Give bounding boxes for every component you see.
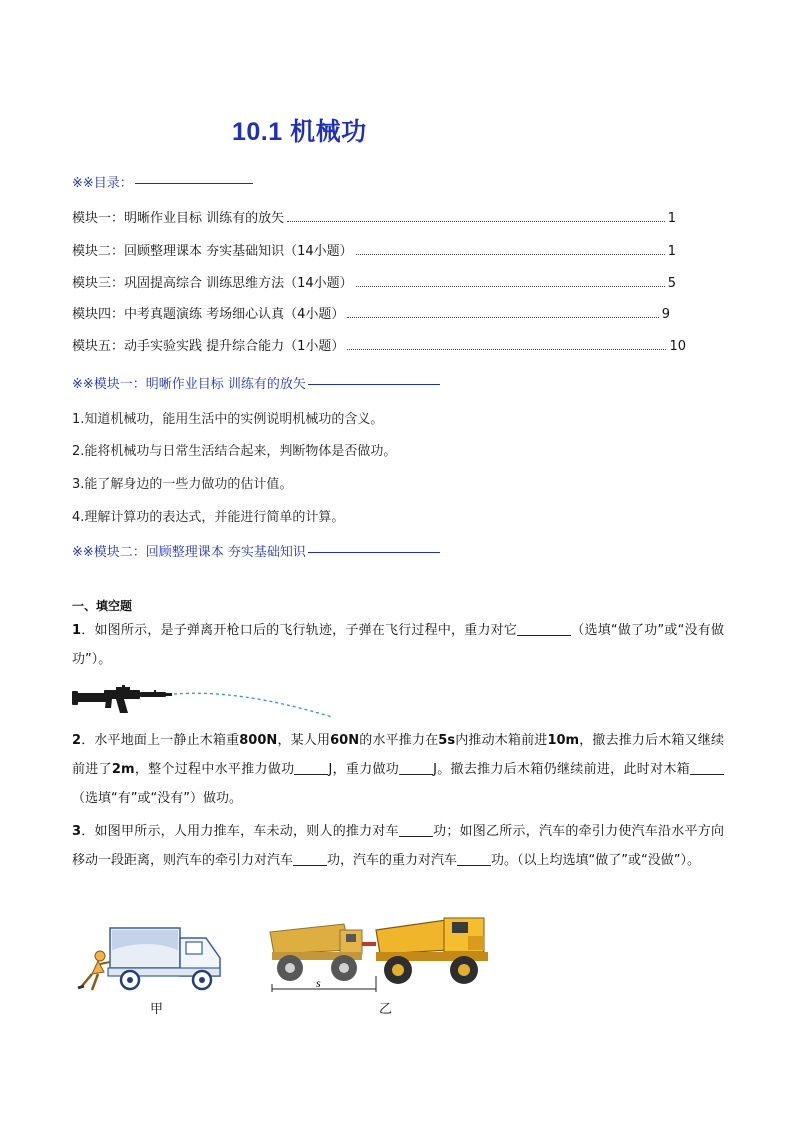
toc-leader	[356, 253, 665, 255]
heading-rule	[308, 384, 440, 385]
heading-rule	[308, 552, 440, 553]
question-text: ，整个过程中水平推力做功	[134, 762, 295, 777]
toc-item-1[interactable]	[72, 207, 676, 226]
toc-item-page: 5	[667, 276, 676, 291]
question-number: 3	[72, 824, 82, 839]
toc-item-5[interactable]	[72, 335, 686, 354]
value-5s: 5s	[438, 733, 456, 748]
objective-1: 1.知道机械功，能用生活中的实例说明机械功的含义。	[72, 412, 384, 427]
module1-heading-text: ※※模块一：明晰作业目标 训练有的放矢	[72, 377, 306, 392]
toc-leader	[347, 316, 658, 318]
toc-item-4[interactable]	[72, 303, 670, 322]
answer-blank[interactable]	[399, 760, 433, 775]
dump-truck-icon	[376, 918, 488, 984]
question-text: 内推动木箱前进	[455, 733, 548, 748]
answer-blank[interactable]	[399, 822, 433, 837]
question-1	[72, 616, 724, 674]
module2-heading	[72, 541, 440, 560]
section-fill-in-blank: 一、填空题	[72, 599, 133, 613]
value-2m: 2m	[111, 762, 135, 777]
dump-truck-figure	[264, 910, 504, 992]
module1-heading	[72, 373, 440, 392]
question-text: 功；如图乙所示，汽车的牵引力使汽车沿水平方向移动一段距离，则汽车的牵引力对汽车	[72, 824, 724, 868]
question-text: ．如图甲所示，人用力推车，车未动，则人的推力对车	[81, 824, 399, 839]
question-text: （选填“做了功”或“没有做功”）。	[72, 623, 724, 667]
toc-leader	[347, 348, 666, 350]
objective-3: 3.能了解身边的一些力做功的估计值。	[72, 477, 293, 492]
question-text: ．水平地面上一静止木箱重	[81, 733, 240, 748]
question-number: 1	[72, 623, 82, 638]
toc-item-page: 10	[669, 339, 686, 354]
toc-item-page: 1	[667, 211, 676, 226]
question-3	[72, 817, 724, 875]
figure-label-jia: 甲	[150, 1002, 164, 1017]
module2-heading-text: ※※模块二：回顾整理课本 夯实基础知识	[72, 545, 306, 560]
toc-item-page: 1	[667, 244, 676, 259]
toc-heading-text: ※※目录：	[72, 176, 133, 191]
distance-label-s: s	[316, 976, 321, 990]
toc-item-label: 模块四：中考真题演练 考场细心认真（4小题）	[72, 307, 345, 322]
answer-blank[interactable]	[294, 760, 328, 775]
toc-heading	[72, 172, 253, 191]
question-text: J，重力做功	[328, 762, 400, 777]
question-text: ．如图所示，是子弹离开枪口后的飞行轨迹，子弹在飞行过程中，重力对它	[81, 623, 518, 638]
truck-icon	[108, 928, 220, 989]
question-number: 2	[72, 733, 82, 748]
rifle-icon	[72, 685, 172, 713]
toc-leader	[356, 285, 665, 287]
heading-rule	[135, 183, 253, 184]
question-2	[72, 726, 724, 813]
toc-item-2[interactable]	[72, 240, 676, 259]
toc-item-label: 模块二：回顾整理课本 夯实基础知识（14小题）	[72, 244, 353, 259]
question-text: ，某人用	[277, 733, 331, 748]
toc-item-label: 模块一：明晰作业目标 训练有的放矢	[72, 211, 285, 226]
figure-label-yi: 乙	[379, 1002, 393, 1017]
toc-item-3[interactable]	[72, 272, 676, 291]
value-800n: 800N	[239, 733, 278, 748]
question-text: 的水平推力在	[359, 733, 439, 748]
dump-truck-blurred-icon	[270, 924, 362, 981]
pushing-truck-figure	[72, 920, 228, 996]
answer-blank[interactable]	[517, 621, 571, 636]
value-60n: 60N	[330, 733, 360, 748]
answer-blank[interactable]	[457, 851, 491, 866]
person-pushing-icon	[78, 951, 110, 990]
toc-item-label: 模块五：动手实验实践 提升综合能力（1小题）	[72, 339, 345, 354]
toc-item-page: 9	[661, 307, 670, 322]
answer-blank[interactable]	[690, 760, 724, 775]
toc-item-label: 模块三：巩固提高综合 训练思维方法（14小题）	[72, 276, 353, 291]
objective-4: 4.理解计算功的表达式，并能进行简单的计算。	[72, 510, 345, 525]
objective-2: 2.能将机械功与日常生活结合起来，判断物体是否做功。	[72, 444, 397, 459]
trajectory-path	[174, 693, 332, 717]
question-text: ，撤去推力后木箱又继续前进了	[72, 733, 724, 777]
question-text: J。撤去推力后木箱仍继续前进，此时对木箱	[433, 762, 690, 777]
answer-blank[interactable]	[293, 851, 327, 866]
question-text: 功，汽车的重力对汽车	[327, 853, 458, 868]
question-text: 功。（以上均选填“做了”或“没做”）。	[491, 853, 700, 868]
page-title: 10.1 机械功	[232, 118, 367, 146]
rifle-trajectory-figure	[70, 684, 340, 720]
toc-leader	[287, 220, 665, 222]
question-text: （选填“有”或“没有”）做功。	[72, 791, 242, 806]
value-10m: 10m	[547, 733, 580, 748]
